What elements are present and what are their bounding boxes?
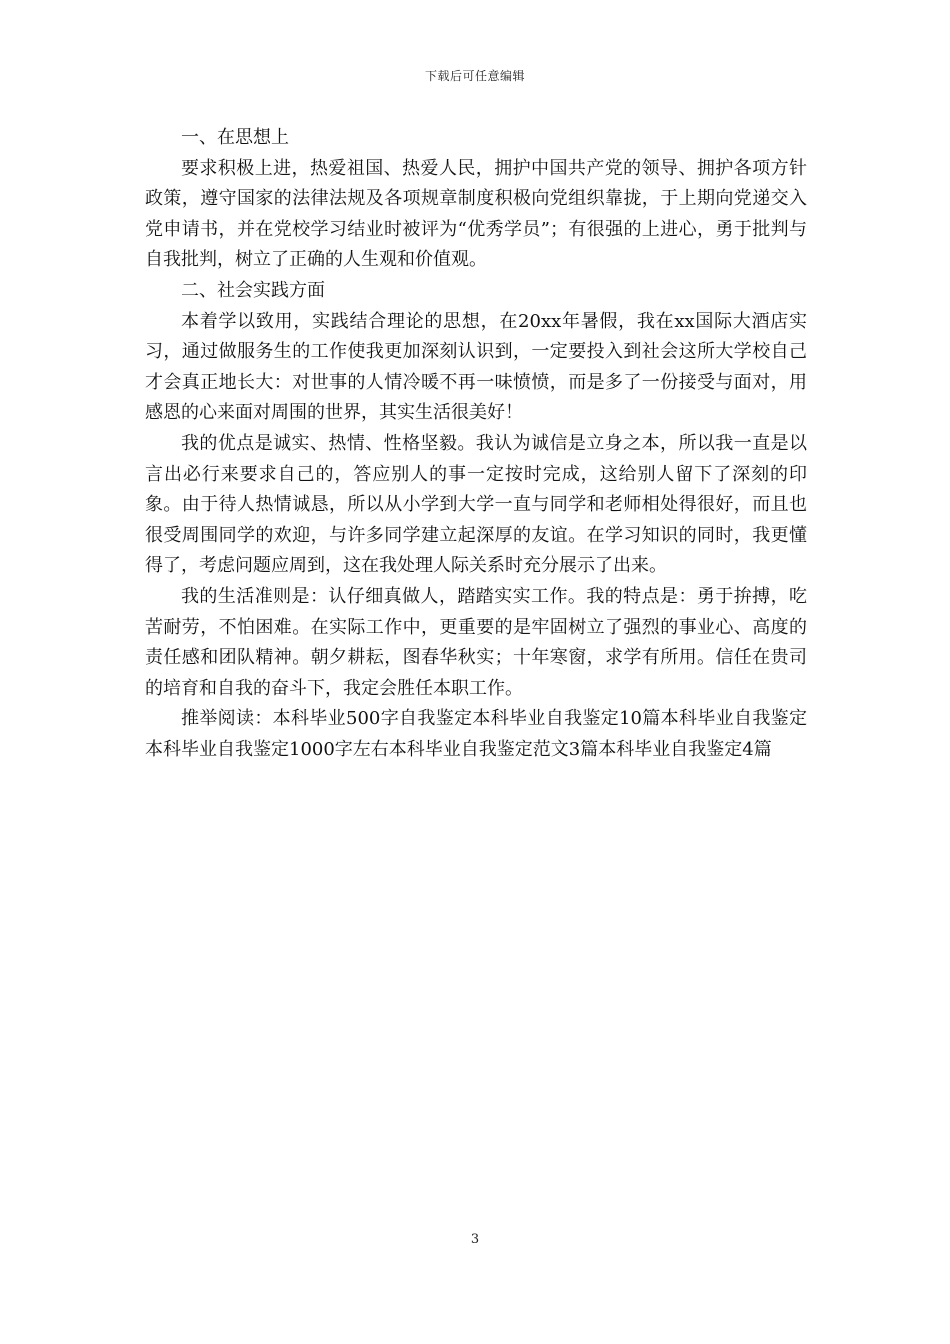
paragraph-strengths: 我的优点是诚实、热情、性格坚毅。我认为诚信是立身之本，所以我一直是以言出必行来要求自己的，答应别人的事一定按时完成，这给别人留下了深刻的印象。由于待人热情诚恳，所以从小学到大学一直与同学和老师相处得很好，而且也很受周围同学的欢迎，与许多同学建立起深厚的友谊。在学习知识的同时，我更懂得了，考虑问题应周到，这在我处理人际关系时充分展示了出来。 xyxy=(145,432,807,577)
paragraph-recommended-reading: 推举阅读：本科毕业500字自我鉴定本科毕业自我鉴定10篇本科毕业自我鉴定本科毕业自我鉴定1000字左右本科毕业自我鉴定范文3篇本科毕业自我鉴定4篇 xyxy=(145,708,807,760)
page-number: 3 xyxy=(470,1232,480,1247)
section-heading-ideology: 一、在思想上 xyxy=(181,127,289,148)
paragraph-internship: 本着学以致用，实践结合理论的思想，在20xx年暑假，我在xx国际大酒店实习，通过做服务生的工作使我更加深刻认识到，一定要投入到社会这所大学校自己才会真正地长大：对世事的人情冷暖不再一味愤愤，而是多了一份接受与面对，用感恩的心来面对周围的世界，其实生活很美好！ xyxy=(145,310,807,424)
paragraph-life-principles: 我的生活准则是：认仔细真做人，踏踏实实工作。我的特点是：勇于拚搏，吃苦耐劳，不怕困难。在实际工作中，更重要的是牢固树立了强烈的事业心、高度的责任感和团队精神。朝夕耕耘，图春华秋实；十年寒窗，求学有所用。信任在贵司的培育和自我的奋斗下，我定会胜任本职工作。 xyxy=(145,585,807,699)
page-header: 下载后可任意编辑 xyxy=(424,69,525,83)
document-body xyxy=(145,123,807,765)
section-heading-social-practice: 二、社会实践方面 xyxy=(181,279,325,301)
paragraph-ideology: 要求积极上进，热爱祖国、热爱人民，拥护中国共产党的领导、拥护各项方针政策，遵守国家的法律法规及各项规章制度积极向党组织靠拢，于上期向党递交入党申请书，并在党校学习结业时被评为“优秀学员”；有很强的上进心，勇于批判与自我批判，树立了正确的人生观和价值观。 xyxy=(145,157,807,271)
